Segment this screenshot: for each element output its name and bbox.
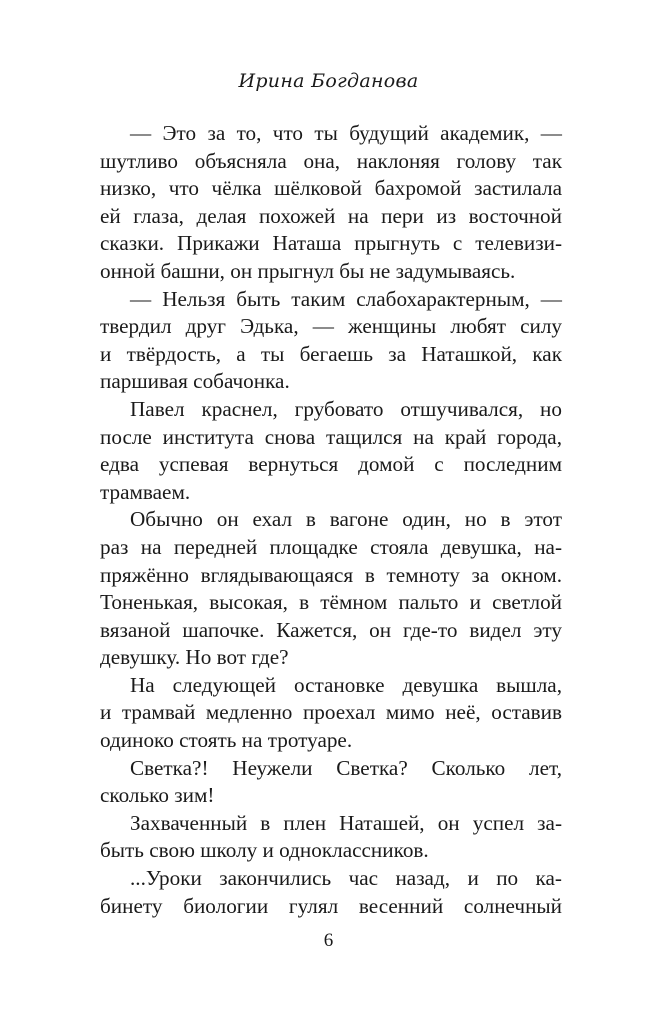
- paragraph: [100, 120, 562, 286]
- text-line: едва успевая вернуться домой с последним: [100, 452, 562, 477]
- paragraph: [100, 810, 562, 865]
- paragraph: [100, 755, 562, 810]
- paragraph: [100, 286, 562, 396]
- text-line: Захваченный в плен Наташей, он успел за-: [130, 810, 562, 835]
- running-header-author: Ирина Богданова: [238, 70, 419, 92]
- text-line: Светка?! Неужели Светка? Сколько лет,: [130, 755, 562, 780]
- text-line: вязаной шапочке. Кажется, он где-то видел эту: [100, 617, 562, 642]
- text-line: быть свою школу и одноклассников.: [100, 838, 429, 863]
- text-line: после института снова тащился на край города,: [100, 424, 562, 449]
- text-line: паршивая собачонка.: [100, 369, 290, 394]
- paragraph: [100, 672, 562, 755]
- text-line: одиноко стоять на тротуаре.: [100, 728, 353, 753]
- text-line: — Это за то, что ты будущий академик, —: [130, 121, 562, 145]
- text-line: сколько зим!: [100, 783, 215, 808]
- text-line: пряжённо вглядывающаяся в темноту за окном.: [100, 562, 562, 587]
- text-line: онной башни, он прыгнул бы не задумываясь.: [100, 258, 516, 283]
- text-line: бинету биологии гулял весенний солнечный: [100, 893, 562, 918]
- text-line: твердил друг Эдька, — женщины любят силу: [100, 314, 562, 339]
- text-line: Павел краснел, грубовато отшучивался, но: [130, 396, 562, 421]
- paragraph: [100, 865, 562, 920]
- text-line: Тоненькая, высокая, в тёмном пальто и светлой: [100, 590, 562, 615]
- text-line: и трамвай медленно проехал мимо неё, оставив: [100, 700, 562, 725]
- text-line: низко, что чёлка шёлковой бахромой застилала: [100, 176, 562, 201]
- text-line: девушку. Но вот где?: [100, 645, 289, 670]
- text-line: трамваем.: [100, 479, 191, 504]
- text-line: На следующей остановке девушка вышла,: [130, 672, 562, 697]
- body-text: [100, 120, 562, 920]
- text-line: раз на передней площадке стояла девушка, на-: [100, 534, 562, 559]
- paragraph: [100, 396, 562, 506]
- paragraph: [100, 506, 562, 672]
- text-line: Обычно он ехал в вагоне один, но в этот: [130, 507, 562, 532]
- text-line: сказки. Прикажи Наташа прыгнуть с телевизи-: [100, 231, 562, 256]
- text-line: ...Уроки закончились час назад, и по ка-: [130, 866, 562, 891]
- text-line: и твёрдость, а ты бегаешь за Наташкой, как: [100, 341, 562, 366]
- text-line: — Нельзя быть таким слабохарактерным, —: [130, 286, 562, 311]
- page-number: 6: [323, 930, 334, 951]
- text-line: ей глаза, делая похожей на пери из восточной: [100, 203, 562, 228]
- text-line: шутливо объясняла она, наклоняя голову так: [100, 148, 562, 173]
